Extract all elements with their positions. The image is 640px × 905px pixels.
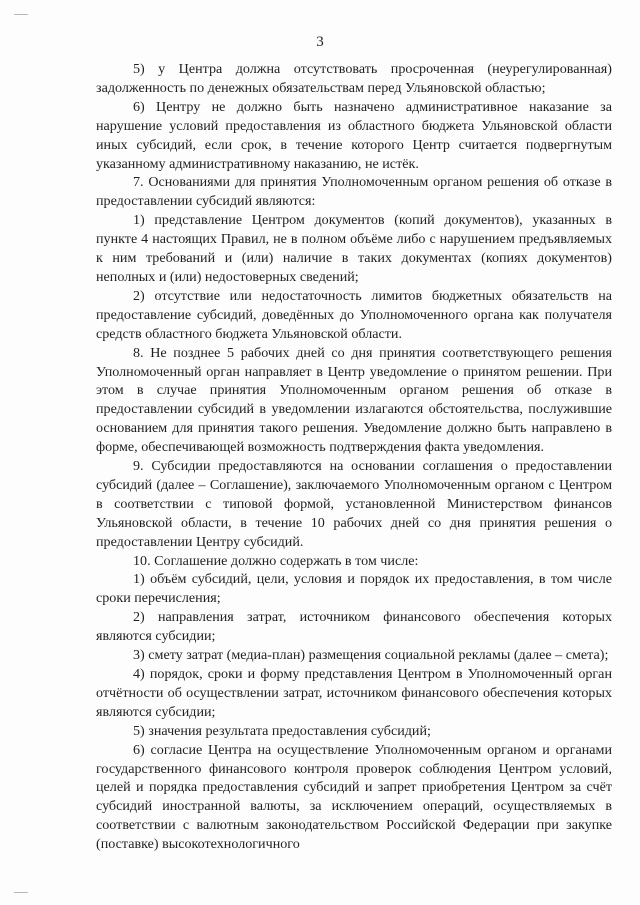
paragraph: 6) Центру не должно быть назначено административное наказание за нарушение условий предоставления из областного бюджета Ульяновской области иных субсидий, если срок, в течение которого Центр считается подвергнутым указанному административному наказанию, не истёк. [96,98,612,172]
paragraph: 4) порядок, сроки и форму представления Центром в Уполномоченный орган отчётности об осуществлении затрат, источником финансового обеспечения которых являются субсидии; [96,666,612,720]
paragraph: 10. Соглашение должно содержать в том числе: [133,552,419,569]
paragraph: 7. Основаниями для принятия Уполномоченным органом решения об отказе в предоставлении субсидий являются: [96,174,612,210]
document-body [96,60,612,854]
paragraph: 8. Не позднее 5 рабочих дней со дня принятия соответствующего решения Уполномоченный орган направляет в Центр уведомление о принятом решении. При этом в случае принятия Уполномоченным органом решения об отказе в предоставлении субсидий в уведомлении излагаются обстоятельства, послужившие основанием для принятия такого решения. Уведомление должно быть направлено в форме, обеспечивающей возможность подтверждения факта уведомления. [96,344,612,456]
paragraph: 5) у Центра должна отсутствовать просроченная (неурегулированная) задолженность по денежных обязательствам перед Ульяновской областью; [96,61,612,96]
paragraph: 1) объём субсидий, цели, условия и порядок их предоставления, в том числе сроки перечисления; [96,571,612,607]
paragraph: 6) согласие Центра на осуществление Уполномоченным органом и органами государственного финансового контроля проверок соблюдения Центром условий, целей и порядка предоставления субсидий и запрет приобретения Центром за счёт субсидий иностранной валюты, за исключением операций, осуществляемых в соответствии с валютным законодательством Российской Федерации при закупке (поставке) высокотехнологичного [96,741,612,853]
paragraph: 2) направления затрат, источником финансового обеспечения которых являются субсидии; [96,609,612,645]
paragraph: 9. Субсидии предоставляются на основании соглашения о предоставлении субсидий (далее – Соглашение), заключаемого Уполномоченным органом с Центром в соответствии с типовой формой, установленной Министерством финансов Ульяновской области, в течение 10 рабочих дней со дня принятия решения о предоставлении Центру субсидий. [96,458,612,550]
paragraph: 3) смету затрат (медиа-план) размещения социальной рекламы (далее – смета); [133,647,609,664]
paragraph: 2) отсутствие или недостаточность лимитов бюджетных обязательств на предоставление субсидий, доведённых до Уполномоченного органа как получателя средств областного бюджета Ульяновской области. [96,287,612,342]
page-number: 3 [316,34,324,50]
paragraph: 5) значения результата предоставления субсидий; [133,722,431,739]
scan-edge-mark [14,14,28,15]
scan-edge-mark [14,892,28,893]
paragraph: 1) представление Центром документов (копий документов), указанных в пункте 4 настоящих Правил, не в полном объёме либо с нарушением предъявляемых к ним требований и (или) наличие в таких документах (копиях документов) неполных и (или) недостоверных сведений; [96,212,612,285]
